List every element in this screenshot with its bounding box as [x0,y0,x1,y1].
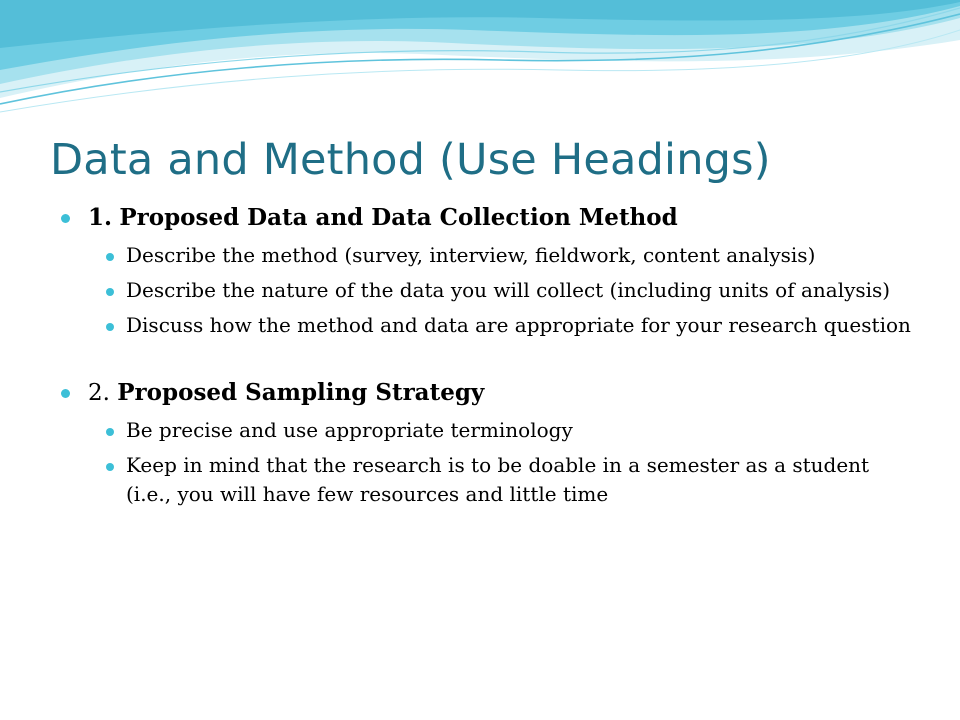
section-sampling-strategy [60,378,920,509]
list-item [60,241,920,270]
header-wave-decoration [0,0,960,120]
list-item [60,276,920,305]
list-item [60,311,920,340]
section-heading [60,378,920,408]
bullet-icon [106,323,114,331]
bullet-icon [61,214,70,223]
bullet-icon [106,428,114,436]
slide-title: Data and Method (Use Headings) [50,135,771,185]
bullet-icon [106,253,114,261]
list-item-text: Describe the nature of the data you will collect (including units of analysis) [126,278,891,302]
list-item [60,451,920,509]
section-heading [60,203,920,233]
bullet-icon [106,288,114,296]
bullet-icon [61,389,70,398]
list-item-text: Discuss how the method and data are appropriate for your research question [126,313,911,337]
content-body [60,203,920,509]
section-number: 2. [88,380,110,406]
list-item [60,416,920,445]
section-number: 1. [88,204,113,231]
list-item-text: Be precise and use appropriate terminology [126,418,573,442]
list-item-text: Keep in mind that the research is to be doable in a semester as a student (i.e., you will have few resources and little time [126,453,870,506]
section-heading-text: Proposed Sampling Strategy [117,379,485,406]
section-data-collection [60,203,920,340]
section-heading-text: Proposed Data and Data Collection Method [119,204,678,231]
bullet-icon [106,463,114,471]
list-item-text: Describe the method (survey, interview, fieldwork, content analysis) [126,243,816,267]
